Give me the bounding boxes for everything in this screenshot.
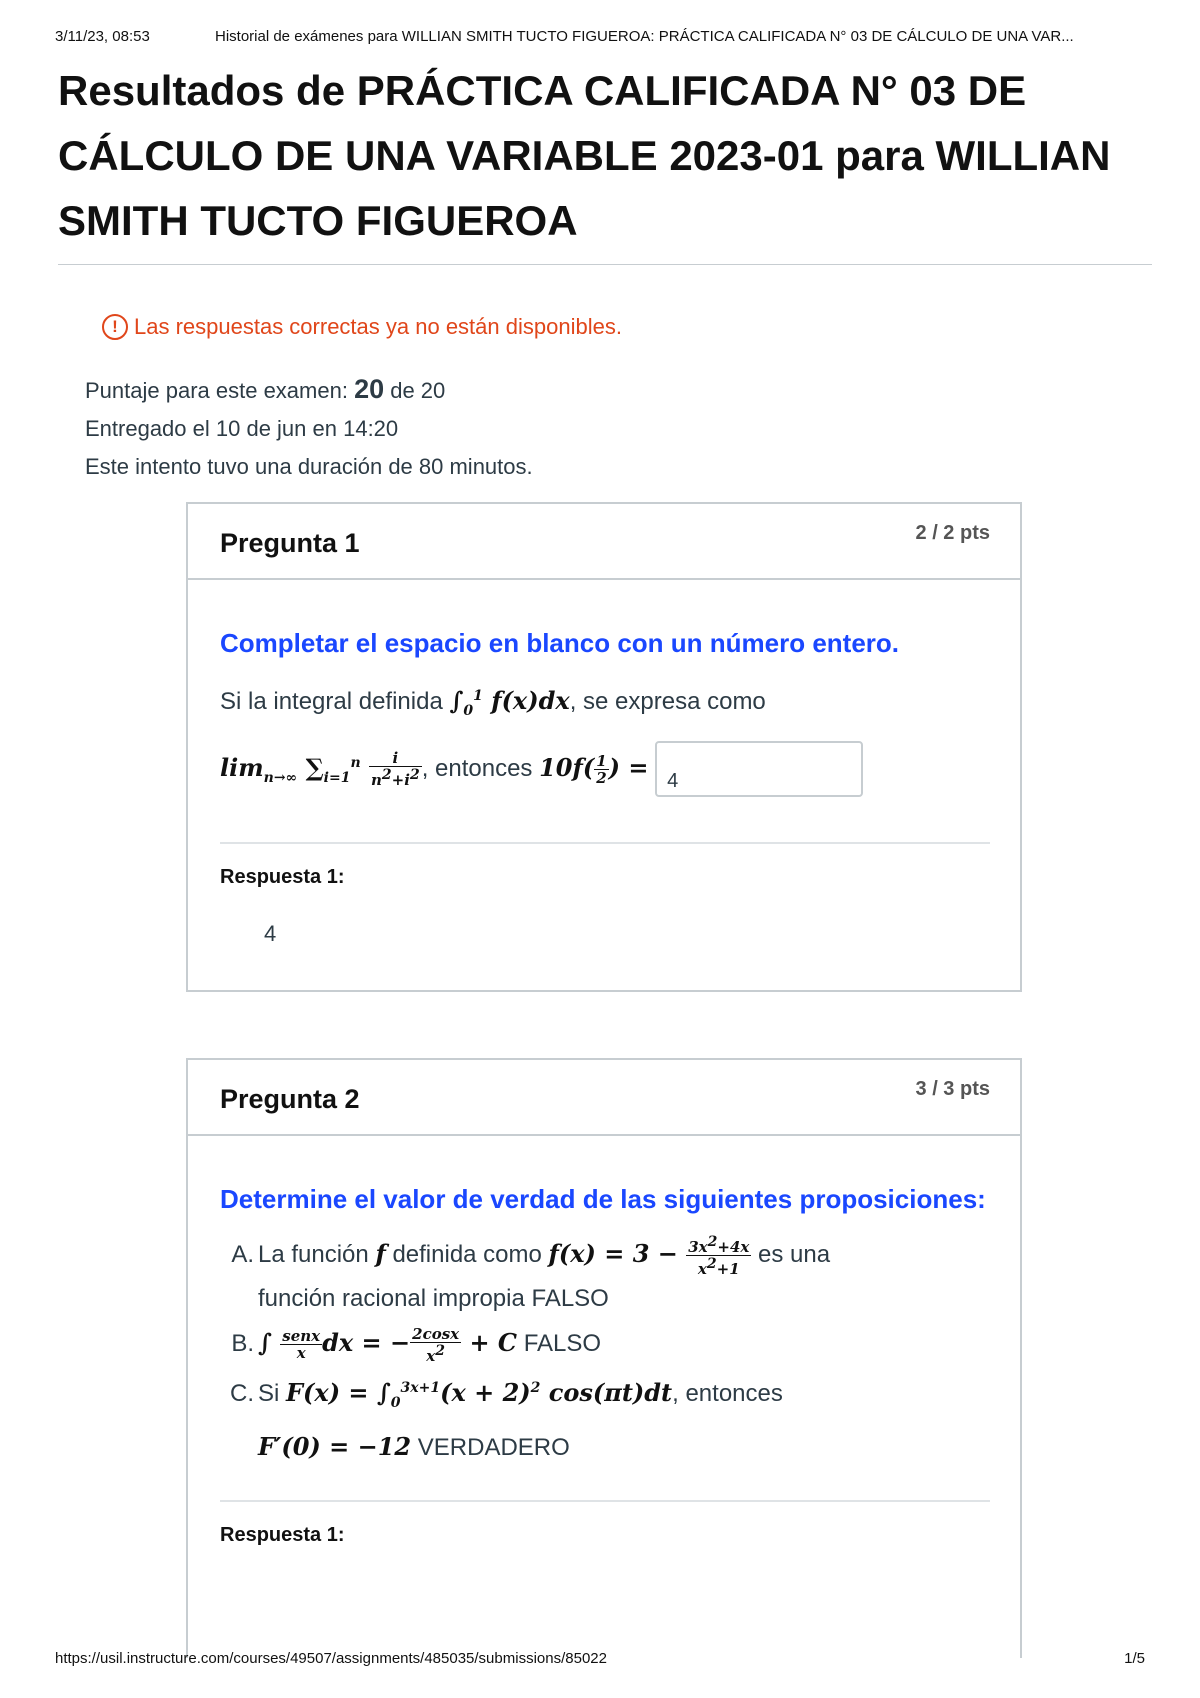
proposition-letter: B.: [231, 1330, 254, 1357]
proposition-a: [220, 1232, 990, 1321]
score-line: [85, 370, 533, 410]
proposition-text: , entonces: [672, 1380, 783, 1407]
math-integral-f: $\int_0^1$ f(x)dx: [449, 686, 570, 719]
proposition-letter: A.: [231, 1241, 254, 1268]
question-prompt: Completar el espacio en blanco con un número entero.: [220, 628, 900, 658]
print-document-title: Historial de exámenes para WILLIAN SMITH TUCTO FIGUEROA: PRÁCTICA CALIFICADA N° 03 DE CÁLCULO DE UNA VAR...: [215, 28, 1074, 45]
page-title: Resultados de PRÁCTICA CALIFICADA N° 03 DE CÁLCULO DE UNA VARIABLE 2023-01 para WILLIAN SMITH TUCTO FIGUEROA: [58, 67, 1111, 244]
question-1: [186, 502, 1022, 992]
score-value: 20: [354, 374, 385, 404]
score-total: de 20: [384, 378, 446, 403]
proposition-text: La función: [258, 1241, 369, 1268]
warning-circle-icon: !: [102, 314, 128, 340]
answer-divider: [220, 1500, 990, 1502]
proposition-text: FALSO: [523, 1330, 602, 1357]
math-F-definition: $F(x) = \int_0^{3x+1}(x + 2)^2$ cos(πt)dt: [286, 1378, 673, 1411]
proposition-verdict: VERDADERO: [417, 1433, 570, 1461]
propositions-list: [220, 1232, 990, 1470]
question-text: [220, 670, 990, 804]
proposition-text: definida como: [392, 1241, 542, 1268]
question-2: [186, 1058, 1022, 1658]
duration-line: Este intento tuvo una duración de 80 minutos.: [85, 454, 533, 479]
answer-divider: [220, 842, 990, 844]
question-points: 2 / 2 pts: [915, 522, 990, 544]
math-f: f: [375, 1239, 386, 1268]
question-text-part: , entonces: [421, 754, 533, 782]
proposition-continuation: función racional impropia FALSO: [258, 1285, 609, 1312]
question-body: [188, 580, 1020, 977]
answers-unavailable-notice: [102, 314, 622, 340]
question-text-part: Si la integral definida: [220, 688, 443, 715]
title-divider: [58, 264, 1152, 265]
question-text-part: , se expresa como: [569, 688, 766, 715]
print-date: 3/11/23, 08:53: [55, 28, 150, 45]
response-value: 4: [264, 920, 277, 946]
score-label: Puntaje para este examen:: [85, 378, 355, 403]
question-title: Pregunta 1: [220, 528, 360, 558]
proposition-letter: C.: [230, 1380, 254, 1407]
question-header: [188, 504, 1020, 580]
question-header: [188, 1060, 1020, 1136]
math-integral-senx: ∫ $\frac{\text{senx}}{x}$ dx = − $\frac{2\cos x}{x^2}$ + C: [258, 1324, 518, 1365]
proposition-text: Si: [258, 1380, 280, 1407]
print-page-number: 1/5: [1124, 1650, 1145, 1667]
response-label: Respuesta 1:: [220, 1523, 345, 1546]
question-body: [188, 1136, 1020, 1577]
proposition-b: [220, 1321, 990, 1366]
proposition-text: es una: [758, 1241, 831, 1268]
math-F-prime-zero: F′(0) = −12: [258, 1431, 412, 1461]
math-limit-sum: $\lim_{n\to\infty} \sum_{i=1}^n$ $\frac{i}{n^2+i^2}$: [220, 749, 420, 790]
submitted-line: Entregado el 10 de jun en 14:20: [85, 416, 399, 441]
print-footer: [55, 1650, 1145, 1667]
notice-text: Las respuestas correctas ya no están disponibles.: [134, 314, 622, 339]
print-header: [55, 28, 1145, 45]
math-fx-definition: f(x) = 3 − $\frac{3x^2+4x}{x^2+1}$: [548, 1234, 750, 1278]
math-10f-half: 10f( $\frac{1}{2}$ ) =: [539, 751, 649, 787]
submission-summary: [85, 370, 533, 486]
question-prompt: Determine el valor de verdad de las siguientes proposiciones:: [220, 1184, 986, 1214]
proposition-c: [220, 1366, 990, 1470]
proposition-continuation: [220, 1425, 990, 1470]
question-title: Pregunta 2: [220, 1084, 360, 1114]
print-url: https://usil.instructure.com/courses/49507/assignments/485035/submissions/85022: [55, 1650, 607, 1667]
response-label: Respuesta 1:: [220, 865, 345, 888]
answer-input[interactable]: 4: [655, 741, 863, 797]
question-points: 3 / 3 pts: [915, 1078, 990, 1100]
